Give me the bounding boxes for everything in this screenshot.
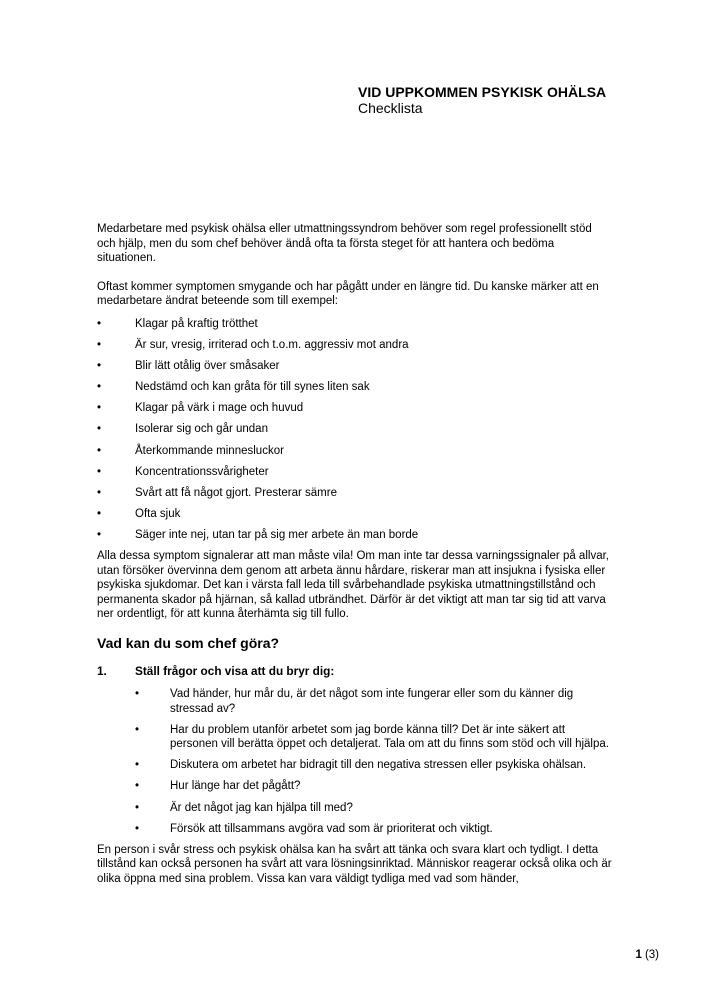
list-item <box>135 758 613 773</box>
list-item-text: Säger inte nej, utan tar på sig mer arbete än man borde <box>135 528 419 541</box>
list-item-text: Vad händer, hur mår du, är det något som inte fungerar eller som du känner dig stressad av? <box>170 687 574 715</box>
bullet-icon: • <box>135 687 140 700</box>
bullet-icon: • <box>135 723 140 736</box>
list-item-text: Isolerar sig och går undan <box>135 423 268 436</box>
list-item <box>97 359 613 374</box>
bullet-icon: • <box>135 801 140 814</box>
list-item-text: Klagar på värk i mage och huvud <box>135 402 304 415</box>
page-number <box>636 948 659 962</box>
bullet-icon: • <box>97 402 102 415</box>
document-header <box>358 84 606 116</box>
bullet-icon: • <box>97 360 102 373</box>
list-item <box>135 822 613 837</box>
list-item-text: Försök att tillsammans avgöra vad som är prioriterat och viktigt. <box>170 822 493 835</box>
list-item <box>97 528 613 543</box>
list-item <box>135 779 613 794</box>
item-number: 1. <box>97 663 107 678</box>
list-item <box>97 507 613 522</box>
list-item-text: Är sur, vresig, irriterad och t.o.m. aggressiv mot andra <box>135 339 409 352</box>
list-item <box>97 486 613 501</box>
list-item <box>97 380 613 395</box>
list-item <box>97 465 613 480</box>
list-item <box>97 444 613 459</box>
warning-paragraph: Alla dessa symptom signalerar att man måste vila! Om man inte tar dessa varningssignaler på allvar, utan försöker övervinna dem genom att arbeta ännu hårdare, riskerar man att insjukna i fysiska eller psykiska sjukdomar. Det kan i värsta fall leda till svårbehandlade psykiska utmattningstillstånd och permanenta skador på hjärnan, så kallad utbrändhet. Därför är det viktigt att man tar sig tid att varva ner ordentligt, för att kunna återhämta sig till fullo. <box>97 550 609 621</box>
list-item-text: Svårt att få något gjort. Presterar sämre <box>135 486 337 499</box>
list-item <box>97 317 613 332</box>
list-item-text: Blir lätt otålig över småsaker <box>135 360 280 373</box>
list-item-text: Hur länge har det pågått? <box>170 780 301 793</box>
page-current: 1 <box>635 949 642 961</box>
bullet-icon: • <box>97 339 102 352</box>
bullet-icon: • <box>135 759 140 772</box>
bullet-icon: • <box>97 465 102 478</box>
list-item-text: Diskutera om arbetet har bidragit till den negativa stressen eller psykiska ohälsan. <box>170 759 587 772</box>
list-item <box>97 401 613 416</box>
list-item-text: Nedstämd och kan gråta för till synes liten sak <box>135 381 370 394</box>
numbered-item <box>97 664 613 679</box>
document-title: VID UPPKOMMEN PSYKISK OHÄLSA <box>358 84 607 100</box>
list-item <box>135 801 613 816</box>
document-subtitle: Checklista <box>358 100 423 116</box>
item-title: Ställ frågor och visa att du bryr dig: <box>135 663 335 678</box>
bullet-icon: • <box>97 381 102 394</box>
intro-paragraph-1: Medarbetare med psykisk ohälsa eller utmattningssyndrom behöver som regel professionellt stöd och hjälp, men du som chef behöver ändå ofta ta första steget för att hantera och bedöma situationen. <box>97 223 592 265</box>
bullet-icon: • <box>135 822 140 835</box>
bullet-icon: • <box>97 486 102 499</box>
bullet-icon: • <box>97 317 102 330</box>
question-list <box>135 687 613 836</box>
symptom-list <box>97 317 613 543</box>
list-item-text: Klagar på kraftig trötthet <box>135 317 258 330</box>
list-item-text: Har du problem utanför arbetet som jag borde känna till? Det är inte säkert att personen vill berätta öppet och detaljerat. Tala om att du finns som stöd och vill hjälpa. <box>170 723 609 751</box>
closing-paragraph: En person i svår stress och psykisk ohälsa kan ha svårt att tänka och svara klart och tydligt. I detta tillstånd kan också personen ha svårt att vara lösningsinriktad. Människor reagerar också olika och är olika öppna med sina problem. Vissa kan vara väldigt tydliga med vad som händer, <box>97 843 612 885</box>
bullet-icon: • <box>97 444 102 457</box>
bullet-icon: • <box>97 423 102 436</box>
list-item-text: Återkommande minnesluckor <box>135 444 284 457</box>
list-item <box>135 687 613 716</box>
list-item <box>135 723 613 752</box>
list-item-text: Koncentrationssvårigheter <box>135 465 269 478</box>
list-item <box>97 338 613 353</box>
section-heading: Vad kan du som chef göra? <box>97 634 280 651</box>
intro-paragraph-2: Oftast kommer symptomen smygande och har pågått under en längre tid. Du kanske märker att en medarbetare ändrat beteende som till exempel: <box>97 280 599 308</box>
list-item-text: Är det något jag kan hjälpa till med? <box>170 801 353 814</box>
document-body <box>97 222 613 887</box>
bullet-icon: • <box>97 528 102 541</box>
bullet-icon: • <box>97 507 102 520</box>
page-total: (3) <box>644 949 659 961</box>
list-item <box>97 422 613 437</box>
bullet-icon: • <box>135 780 140 793</box>
list-item-text: Ofta sjuk <box>135 507 181 520</box>
